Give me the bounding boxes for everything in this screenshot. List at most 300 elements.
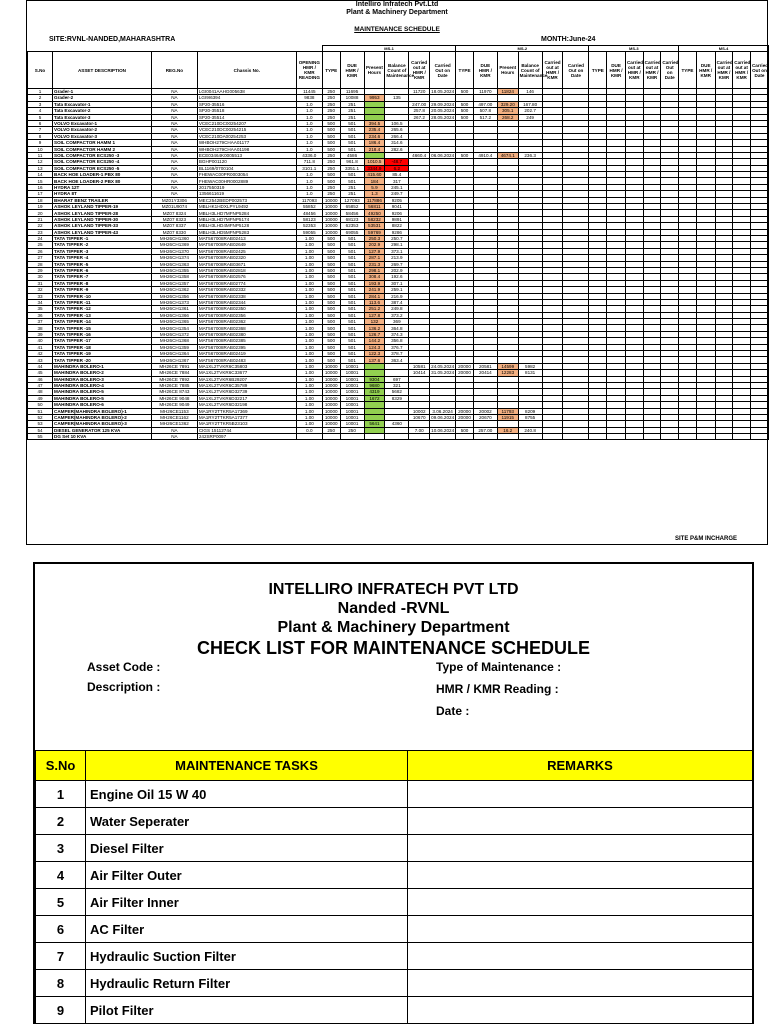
- cell-t1: 250: [322, 114, 340, 120]
- cell-b1: 4360: [385, 421, 409, 427]
- cell-sno: 8: [28, 133, 53, 139]
- cell-b2: 202.7: [518, 108, 542, 114]
- cell-d1: [340, 434, 364, 440]
- cell-p1: 308.4: [364, 274, 385, 280]
- cell-sno: 38: [28, 325, 53, 331]
- cell-reg: MH26CH1354: [151, 325, 197, 331]
- cell-cd1: 10.06.2024: [431, 427, 455, 433]
- cell-b2: 240.8: [518, 427, 542, 433]
- cell-reg: MH26CH1361: [151, 306, 197, 312]
- col-type: TYPE: [456, 52, 474, 89]
- cell-reg: MZ07 8324: [151, 210, 197, 216]
- cell-p2: 305.1: [497, 108, 518, 114]
- cell-p1: 298.1: [364, 267, 385, 273]
- cell-d1: 961.8: [340, 159, 364, 165]
- cell-t1: 10000: [322, 376, 340, 382]
- cell-t1: 250: [322, 191, 340, 197]
- col-carried: Carried out at HMR / KMR: [733, 52, 751, 89]
- cell-sno: 36: [28, 312, 53, 318]
- cell-open: 1.00: [296, 319, 322, 325]
- col-present: Present Hours: [364, 52, 385, 89]
- cell-d1: 501: [340, 120, 364, 126]
- cell-reg: NA: [151, 133, 197, 139]
- cell-desc: ASHOK LEYLAND TIPPER-33: [53, 223, 152, 229]
- cell-d1: 501: [340, 140, 364, 146]
- cell-reg: NA: [151, 146, 197, 152]
- cell-b2: 5982: [518, 363, 542, 369]
- cell-chassis: MAT567008RAB02774: [197, 280, 296, 286]
- cell-desc: CAMPER(MAHINDRA BOLERO)-3: [53, 421, 152, 427]
- cell-t1: 500: [322, 325, 340, 331]
- asset-code-label: Asset Code :: [87, 660, 161, 674]
- task-remarks[interactable]: [408, 943, 753, 970]
- cell-t1: 500: [322, 351, 340, 357]
- cell-d1: 501: [340, 172, 364, 178]
- cell-p1: 284.1: [364, 293, 385, 299]
- cell-d1: 10001: [340, 408, 364, 414]
- cell-b1: [385, 434, 409, 440]
- cell-t1: 500: [322, 255, 340, 261]
- cell-sno: 42: [28, 351, 53, 357]
- cell-t1: 10000: [322, 408, 340, 414]
- cell-desc: TATA TIPPER -14: [53, 319, 152, 325]
- cell-chassis: MA1XL2TVKR6C35789: [197, 382, 296, 388]
- cell-chassis: MAT567008RAB02320: [197, 255, 296, 261]
- cell-chassis: MA1RY2TTKR5A17377: [197, 414, 296, 420]
- cell-d1: 501: [340, 255, 364, 261]
- cell-sno: 22: [28, 223, 53, 229]
- cell-p1: 59769: [364, 229, 385, 235]
- cell-reg: NA: [151, 178, 197, 184]
- cell-chassis: MAT567008RAB02413: [197, 235, 296, 241]
- cell-open: 1.00: [296, 280, 322, 286]
- cell-p2: 11915: [497, 414, 518, 420]
- cell-chassis: MAT567008RAB02350: [197, 306, 296, 312]
- cell-empty: [607, 434, 626, 440]
- cell-desc: TATA TIPPER -18: [53, 344, 152, 350]
- cell-chassis: MAT567008RAB02395: [197, 344, 296, 350]
- cell-b1: 213.9: [385, 255, 409, 261]
- checklist-row: [36, 862, 753, 889]
- cell-t1: 10000: [322, 402, 340, 408]
- cell-t1: 500: [322, 178, 340, 184]
- cell-b1: 8822: [385, 223, 409, 229]
- cell-reg: NA: [151, 165, 197, 171]
- cell-p1: 117886: [364, 197, 385, 203]
- cell-t1: 250: [322, 101, 340, 107]
- cell-p1: 241.9: [364, 287, 385, 293]
- cell-b1: 249.7: [385, 191, 409, 197]
- cell-open: 1.00: [296, 414, 322, 420]
- cell-reg: MH26CH1360: [151, 235, 197, 241]
- cell-t1: 500: [322, 120, 340, 126]
- cell-reg: MH26CE 7891: [151, 363, 197, 369]
- cell-p2: 12283: [497, 370, 518, 376]
- cell-chassis: MAT567008RAB02338: [197, 293, 296, 299]
- cell-d2: 20414: [473, 370, 497, 376]
- cell-p1: 287.1: [364, 255, 385, 261]
- cell-open: 1.00: [296, 312, 322, 318]
- cell-b1: 298.1: [385, 242, 409, 248]
- cell-chassis: MBLH3LHD7MFNP5284: [197, 210, 296, 216]
- col-reg: REG.No: [151, 52, 197, 89]
- cell-t1: 10000: [322, 204, 340, 210]
- cell-open: 48456: [296, 210, 322, 216]
- checklist-table: [35, 750, 753, 1024]
- cell-b1: 9891: [385, 216, 409, 222]
- cell-cd1: [430, 434, 456, 440]
- cell-reg: MZ07 8323: [151, 216, 197, 222]
- checklist-row: [36, 781, 753, 808]
- cell-reg: NA: [151, 114, 197, 120]
- task-remarks[interactable]: [408, 835, 753, 862]
- cell-b1: 376.7: [385, 344, 409, 350]
- cell-open: 711.8: [296, 159, 322, 165]
- cell-open: 1.0: [296, 108, 322, 114]
- cell-open: 59055: [296, 229, 322, 235]
- checklist-form: [33, 562, 754, 1024]
- cell-p2: 16.2: [497, 427, 518, 433]
- cell-desc: ASHOK LEYLAND TIPPER-28: [53, 210, 152, 216]
- col-carried: Carried out at HMR / KMR: [409, 52, 430, 89]
- cell-reg: MH26CE 7885: [151, 382, 197, 388]
- cell-p1: 137.6: [364, 357, 385, 363]
- cell-sno: 11: [28, 152, 53, 158]
- checklist-department: Plant & Machinery Department: [277, 619, 510, 636]
- cell-reg: NA: [151, 434, 197, 440]
- cell-t1: 10000: [322, 421, 340, 427]
- cell-chassis: MBLH3LHD5MFNP5283: [197, 229, 296, 235]
- task-remarks[interactable]: [408, 916, 753, 943]
- cell-open: 1.0: [296, 140, 322, 146]
- cell-desc: SOIL COMPACTOR HAMM 1: [53, 140, 152, 146]
- cell-t2: 500: [456, 101, 474, 107]
- task-remarks[interactable]: [408, 862, 753, 889]
- cell-desc: SOIL COMPACTOR ECS250 -5: [53, 165, 152, 171]
- checklist-row: [36, 808, 753, 835]
- cell-open: 1.0: [296, 178, 322, 184]
- cell-desc: TATA TIPPER -2: [53, 242, 152, 248]
- cell-open: 1.0: [296, 146, 322, 152]
- cell-p1: 193.9: [364, 280, 385, 286]
- cell-d1: 501: [340, 306, 364, 312]
- cell-desc: TATA TIPPER -13: [53, 312, 152, 318]
- cell-cd1: 09.06.2024: [431, 415, 455, 421]
- cell-b2: 8755: [518, 414, 542, 420]
- cell-open: 1.00: [296, 267, 322, 273]
- cell-reg: NA: [151, 140, 197, 146]
- cell-reg: MH26CE 7892: [151, 376, 197, 382]
- cell-d1: 10001: [340, 363, 364, 369]
- cell-c1: 11720: [409, 89, 430, 95]
- cell-p1: 136.2: [364, 325, 385, 331]
- cell-t1: 500: [322, 127, 340, 133]
- task-remarks[interactable]: [408, 970, 753, 997]
- cell-d1: 68123: [340, 216, 364, 222]
- cell-desc: ASHOK LEYLAND TIPPER-43: [53, 229, 152, 235]
- cell-d1: 10001: [340, 414, 364, 420]
- cell-sno: 1: [28, 89, 53, 95]
- cell-p1: 1672: [364, 395, 385, 401]
- description-label: Description :: [87, 680, 161, 694]
- group-ms4: MS-4: [679, 46, 769, 52]
- cell-desc: SOIL COMPACTOR ECS250 -4: [53, 159, 152, 165]
- cell-chassis: MBLH3LHD4MFNP5128: [197, 223, 296, 229]
- cell-p1: 9953: [364, 95, 385, 101]
- cell-t2: 20000: [456, 414, 474, 420]
- task-name: Air Filter Inner: [86, 889, 408, 916]
- cell-b2: 8131: [518, 370, 542, 376]
- cell-desc: MAHINDRA BOLERO-1: [53, 363, 152, 369]
- cell-b1: 5682: [385, 389, 409, 395]
- cell-reg: MH26CH1356: [151, 293, 197, 299]
- cell-sno: 10: [28, 146, 53, 152]
- cell-c1: 10414: [409, 370, 430, 376]
- cell-desc: MAHINDRA BOLERO-2: [53, 370, 152, 376]
- cell-chassis: LGI0041AAHG005638: [197, 89, 296, 95]
- cell-desc: TATA TIPPER -4: [53, 255, 152, 261]
- cell-sno: 50: [28, 402, 53, 408]
- maintenance-schedule-sheet: [26, 0, 768, 545]
- cell-t1: 500: [322, 133, 340, 139]
- cell-t1: 250: [322, 165, 340, 171]
- cell-t1: 500: [322, 331, 340, 337]
- cell-b1: 192.6: [385, 274, 409, 280]
- cell-sno: 26: [28, 248, 53, 254]
- cell-b1: 387.4: [385, 299, 409, 305]
- task-name: Hydraulic Return Filter: [86, 970, 408, 997]
- cell-t1: 10000: [322, 395, 340, 401]
- cell-chassis: MA1RY2TTKR5B23103: [197, 421, 296, 427]
- cell-desc: BACK HOE LOADER-1 PBX 80: [53, 172, 152, 178]
- cell-d1: 501: [340, 261, 364, 267]
- cell-desc: TATA TIPPER -11: [53, 299, 152, 305]
- cell-reg: MH26CE1162: [151, 414, 197, 420]
- cell-desc: TATA TIPPER -19: [53, 351, 152, 357]
- cell-p1: 1010.5: [364, 159, 385, 165]
- cell-sno: 39: [28, 331, 53, 337]
- cell-d1: 501: [340, 178, 364, 184]
- cell-b1: 249.8: [385, 306, 409, 312]
- col-carried-date: Carried Out on Date: [750, 52, 768, 89]
- cell-sno: 18: [28, 197, 53, 203]
- cell-chassis: MBLH3LHD7MFNP5174: [197, 216, 296, 222]
- cell-open: 1.0: [296, 184, 322, 190]
- task-name: Air Filter Outer: [86, 862, 408, 889]
- cell-b1: 9286: [385, 229, 409, 235]
- cell-p1: 113.6: [364, 299, 385, 305]
- cell-chassis: BGHP001120: [197, 159, 296, 165]
- checklist-title: CHECK LIST FOR MAINTENANCE SCHEDULE: [196, 638, 590, 658]
- cell-p1: 5641: [364, 421, 385, 427]
- cell-t1: 500: [322, 140, 340, 146]
- col-carried-date: Carried Out on Date: [563, 52, 589, 89]
- cell-d1: 501: [340, 287, 364, 293]
- cell-reg: MH26CH1357: [151, 280, 197, 286]
- cell-sno: 43: [28, 357, 53, 363]
- cell-sno: 52: [28, 414, 53, 420]
- cell-p1: 394.5: [364, 120, 385, 126]
- cell-b1: 282.6: [385, 146, 409, 152]
- cell-d1: 127093: [340, 197, 364, 203]
- cell-p2: 11824: [497, 89, 518, 95]
- maintenance-table-body: [28, 89, 769, 440]
- cell-t1: 500: [322, 293, 340, 299]
- cell-p1: 202.9: [364, 242, 385, 248]
- sheet-site: SITE:RVNL-NANDED,MAHARASHTRA: [49, 36, 176, 43]
- task-name: Water Seperater: [86, 808, 408, 835]
- cell-cd1: 29.09.2024: [431, 101, 455, 107]
- cell-b1: 259.1: [385, 287, 409, 293]
- cell-chassis: MAT567008RAB02419: [197, 351, 296, 357]
- cell-desc: MAHINDRA BOLERO-5: [53, 395, 152, 401]
- cell-cd1: 3.06.2024: [430, 408, 456, 414]
- cell-chassis: MAT567008RAB02425: [197, 248, 296, 254]
- cell-reg: MH26CH1366: [151, 312, 197, 318]
- cell-cd2: [563, 434, 589, 440]
- cell-b2: 8209: [518, 408, 542, 414]
- cell-t1: 250: [322, 152, 340, 158]
- cell-cd1: 24.05.2024: [431, 363, 455, 369]
- cell-t2: 500: [456, 108, 474, 114]
- cell-b2: 236.3: [518, 152, 542, 158]
- cell-sno: 32: [28, 287, 53, 293]
- cell-d2: 257.00: [473, 427, 497, 433]
- cell-chassis: VCEC210DC00254215: [197, 127, 296, 133]
- cell-d1: 501: [340, 325, 364, 331]
- task-remarks[interactable]: [408, 781, 753, 808]
- cell-reg: NA: [151, 159, 197, 165]
- cell-chassis: WHBOH279CHAA01177: [197, 140, 296, 146]
- cell-sno: 4: [28, 108, 53, 114]
- cell-reg: MH26CH1364: [151, 351, 197, 357]
- cell-chassis: ECE03464K0005513: [197, 152, 296, 158]
- cell-chassis: MAT567008RAB02818: [197, 267, 296, 273]
- cell-p1: 9680: [364, 382, 385, 388]
- cell-reg: MH26CH1369: [151, 242, 197, 248]
- cell-c1: 10670: [409, 414, 430, 420]
- cell-sno: 16: [28, 184, 53, 190]
- task-number: 9: [36, 997, 86, 1024]
- cell-p1: 231.3: [364, 261, 385, 267]
- cell-chassis: MAT567008RAB03671: [197, 261, 296, 267]
- cell-sno: 3: [28, 101, 53, 107]
- cell-chassis: MBLHK1HDXLPYL9492: [197, 204, 296, 210]
- cell-desc: DG Set 10 KVA: [53, 434, 152, 440]
- cell-p1: 250.3: [364, 235, 385, 241]
- cell-b1: 266.4: [385, 133, 409, 139]
- cell-reg: MH26CH1368: [151, 338, 197, 344]
- cell-reg: MZ01Y3306: [151, 197, 197, 203]
- cell-chassis: MA1XL2TVKR6C35803: [197, 363, 296, 369]
- cell-chassis: MAT567008RAB02356: [197, 312, 296, 318]
- cell-p1: 122.3: [364, 351, 385, 357]
- cell-d1: 250: [340, 427, 364, 433]
- cell-d1: 58456: [340, 210, 364, 216]
- cell-p1: 415.60: [364, 172, 385, 178]
- task-remarks[interactable]: [408, 808, 753, 835]
- cell-chassis: 2017550319: [197, 184, 296, 190]
- maintenance-table: [27, 45, 769, 440]
- cell-c1: 7.00: [409, 427, 430, 433]
- cell-empty: [733, 434, 751, 440]
- cell-sno: 12: [28, 159, 53, 165]
- cell-reg: MH26CE 9049: [151, 402, 197, 408]
- checklist-header-row: [36, 751, 753, 781]
- cell-open: 1.0: [296, 114, 322, 120]
- cell-b1: 374.3: [385, 331, 409, 337]
- cell-d1: 501: [340, 242, 364, 248]
- cell-t2: 20000: [456, 363, 474, 369]
- cell-d1: 501: [340, 248, 364, 254]
- cell-desc: MAHINDRA BOLERO-3: [53, 376, 152, 382]
- checklist-row: [36, 970, 753, 997]
- cell-chassis: SP20-35518: [197, 108, 296, 114]
- cell-reg: MH26CH1372: [151, 331, 197, 337]
- cell-b1: 373.2: [385, 312, 409, 318]
- task-name: Hydraulic Suction Filter: [86, 943, 408, 970]
- cell-t1: 500: [322, 172, 340, 178]
- cell-cd1: 06.06.2024: [431, 153, 455, 158]
- cell-sno: 55: [28, 434, 53, 440]
- col-carried: Carried out at HMR / KMR: [643, 52, 661, 89]
- cell-d1: 251: [340, 191, 364, 197]
- task-remarks[interactable]: [408, 997, 753, 1024]
- cell-desc: TATA TIPPER -5: [53, 261, 152, 267]
- cell-d1: 501: [340, 235, 364, 241]
- cell-open: 1.00: [296, 363, 322, 369]
- cell-sno: 6: [28, 120, 53, 126]
- cell-d1: 10001: [340, 389, 364, 395]
- cell-d1: 3351.1: [340, 165, 364, 171]
- cell-t1: 500: [322, 248, 340, 254]
- cell-sno: 41: [28, 344, 53, 350]
- cell-desc: TATA TIPPER -20: [53, 357, 152, 363]
- cell-chassis: MA1XL2TVKR6D32217: [197, 395, 296, 401]
- cell-desc: MAHINDRA BOLERO-4: [53, 382, 152, 388]
- checklist-company: INTELLIRO INFRATECH PVT LTD: [268, 581, 519, 598]
- cell-desc: ASHOK LEYLAND TIPPER-19: [53, 204, 152, 210]
- cell-reg: MZ07 8330: [151, 229, 197, 235]
- cell-open: 1.0: [296, 133, 322, 139]
- cell-chassis: MAT567008RAB02385: [197, 338, 296, 344]
- checklist-row: [36, 997, 753, 1024]
- checklist-table-body: [36, 781, 753, 1024]
- task-number: 5: [36, 889, 86, 916]
- task-remarks[interactable]: [408, 889, 753, 916]
- maintenance-type-label: Type of Maintenance :: [436, 660, 562, 674]
- cell-t1: 10000: [322, 216, 340, 222]
- cell-sno: 27: [28, 255, 53, 261]
- cell-t1: 10000: [322, 370, 340, 376]
- cell-empty: [625, 434, 643, 440]
- cell-sno: 5: [28, 114, 53, 120]
- cell-open: 1.00: [296, 287, 322, 293]
- col-type: TYPE: [589, 52, 607, 89]
- cell-sno: 45: [28, 370, 53, 376]
- col-balance: Balance Count of Maintenance: [385, 52, 409, 89]
- cell-p1: 3344.9: [364, 165, 385, 171]
- cell-open: 1.00: [296, 395, 322, 401]
- cell-desc: CAMPER(MAHINDRA BOLERO)-2: [53, 414, 152, 420]
- cell-p1: 251.2: [364, 306, 385, 312]
- cell-d1: 501: [340, 133, 364, 139]
- col-asset: ASSET DESCRIPTION: [53, 52, 152, 89]
- cell-desc: ASHOK LEYLAND TIPPER-30: [53, 216, 152, 222]
- cell-t1: 10000: [322, 382, 340, 388]
- cell-open: 1.0: [296, 191, 322, 197]
- cell-reg: NA: [151, 184, 197, 190]
